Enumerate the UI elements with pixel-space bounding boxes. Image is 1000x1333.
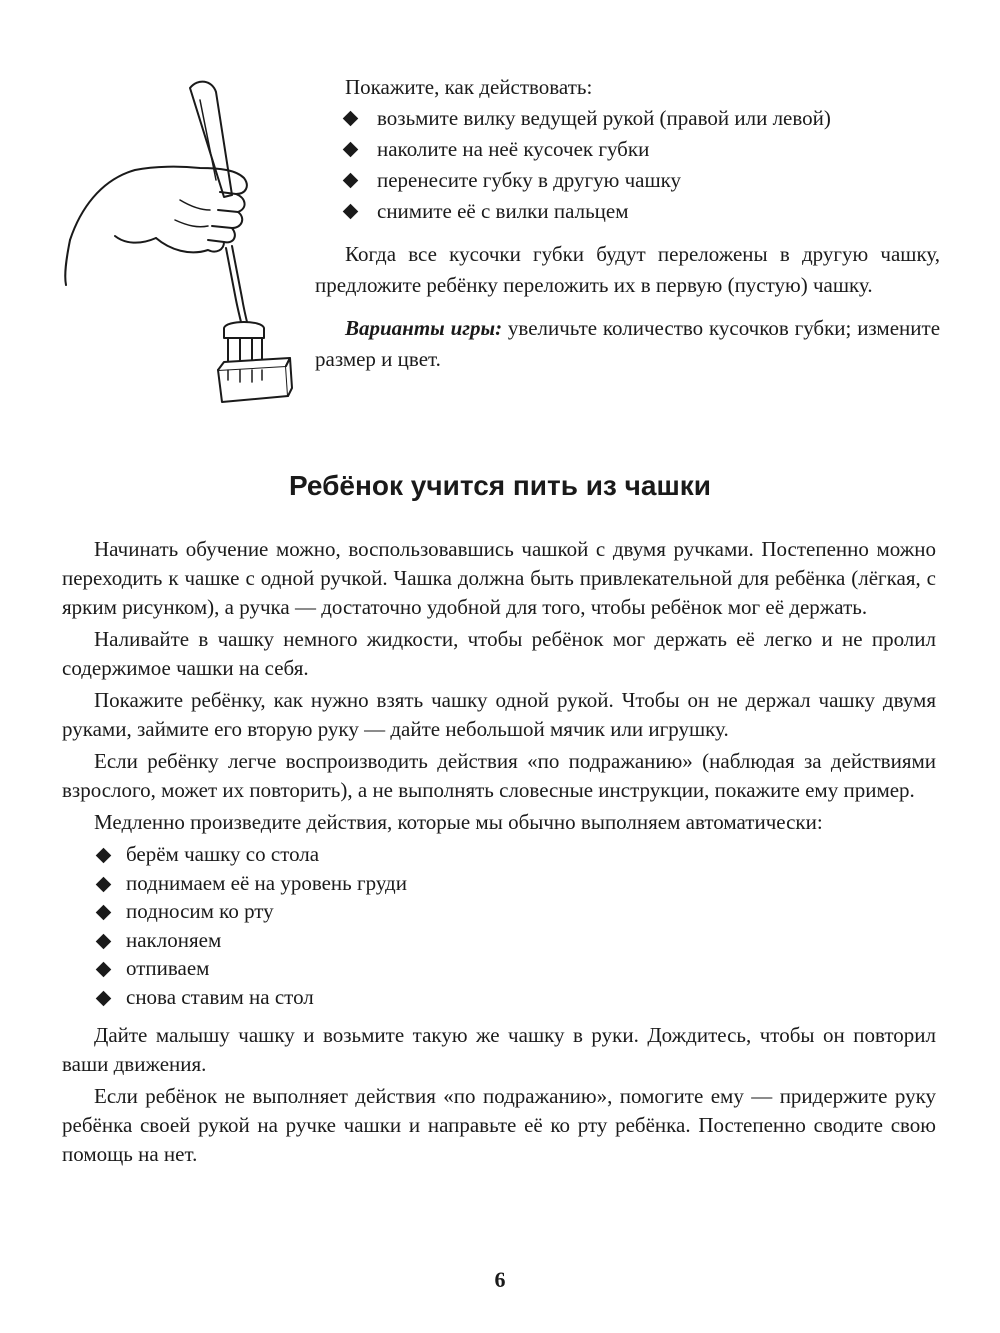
list-item: подносим ко рту — [62, 897, 936, 926]
section-title: Ребёнок учится пить из чашки — [288, 470, 712, 501]
paragraph: Начинать обучение можно, воспользовавшись чашкой с двумя ручками. Постепенно можно переходить к чашке с одной ручкой. Чашка должна быть привлекательной для ребёнка (лёгкая, с ярким рисунком), а ручка — достаточно удобной для того, чтобы ребёнок мог её держать. — [62, 537, 936, 619]
list-item: перенесите губку в другую чашку — [315, 165, 940, 196]
drinking-actions-list — [62, 840, 936, 1011]
diamond-bullet-icon — [343, 142, 359, 158]
list-item: поднимаем её на уровень груди — [62, 869, 936, 898]
diamond-bullet-icon — [96, 933, 112, 949]
cup-drinking-section — [62, 535, 936, 1172]
list-item: снова ставим на стол — [62, 983, 936, 1012]
game-variants-text: увеличьте количество кусочков губки; измените размер и цвет. — [315, 316, 941, 371]
paragraph: Медленно произведите действия, которые мы обычно выполняем автоматически: — [94, 810, 823, 834]
diamond-bullet-icon — [96, 848, 112, 864]
diamond-bullet-icon — [96, 905, 112, 921]
list-item: наколите на неё кусочек губки — [315, 134, 940, 165]
diamond-bullet-icon — [96, 990, 112, 1006]
game-variants-label: Варианты игры: — [345, 316, 503, 340]
diamond-bullet-icon — [343, 204, 359, 220]
paragraph: Если ребёнку легче воспроизводить действия «по подражанию» (наблюдая за действиями взрослого, может их повторить), а не выполнять словесные инструкции, покажите ему пример. — [62, 749, 936, 802]
diamond-bullet-icon — [343, 173, 359, 189]
transfer-paragraph: Когда все кусочки губки будут переложены в другую чашку, предложите ребёнку переложить их в первую (пустую) чашку. — [315, 242, 940, 297]
diamond-bullet-icon — [343, 111, 359, 127]
list-item: снимите её с вилки пальцем — [315, 196, 940, 227]
paragraph: Если ребёнок не выполняет действия «по подражанию», помогите ему — придержите руку ребёнка своей рукой на ручке чашки и направьте её ко рту ребёнка. Постепенно сводите свою помощь на нет. — [62, 1084, 936, 1166]
game-variants-paragraph — [315, 313, 940, 375]
page-number: 6 — [494, 1267, 506, 1292]
instructions-intro: Покажите, как действовать: — [345, 75, 593, 99]
fork-instructions — [315, 72, 940, 375]
paragraph: Дайте малышу чашку и возьмите такую же чашку в руки. Дождитесь, чтобы он повторил ваши движения. — [62, 1023, 936, 1076]
list-item: возьмите вилку ведущей рукой (правой или левой) — [315, 103, 940, 134]
fork-steps-list — [315, 103, 940, 227]
diamond-bullet-icon — [96, 876, 112, 892]
list-item: наклоняем — [62, 926, 936, 955]
hand-fork-sponge-illustration — [40, 70, 310, 420]
paragraph: Покажите ребёнку, как нужно взять чашку одной рукой. Чтобы он не держал чашку двумя руками, займите его вторую руку — дайте небольшой мячик или игрушку. — [62, 688, 936, 741]
paragraph: Наливайте в чашку немного жидкости, чтобы ребёнок мог держать её легко и не пролил содержимое чашки на себя. — [62, 627, 936, 680]
list-item: отпиваем — [62, 954, 936, 983]
list-item: берём чашку со стола — [62, 840, 936, 869]
diamond-bullet-icon — [96, 962, 112, 978]
